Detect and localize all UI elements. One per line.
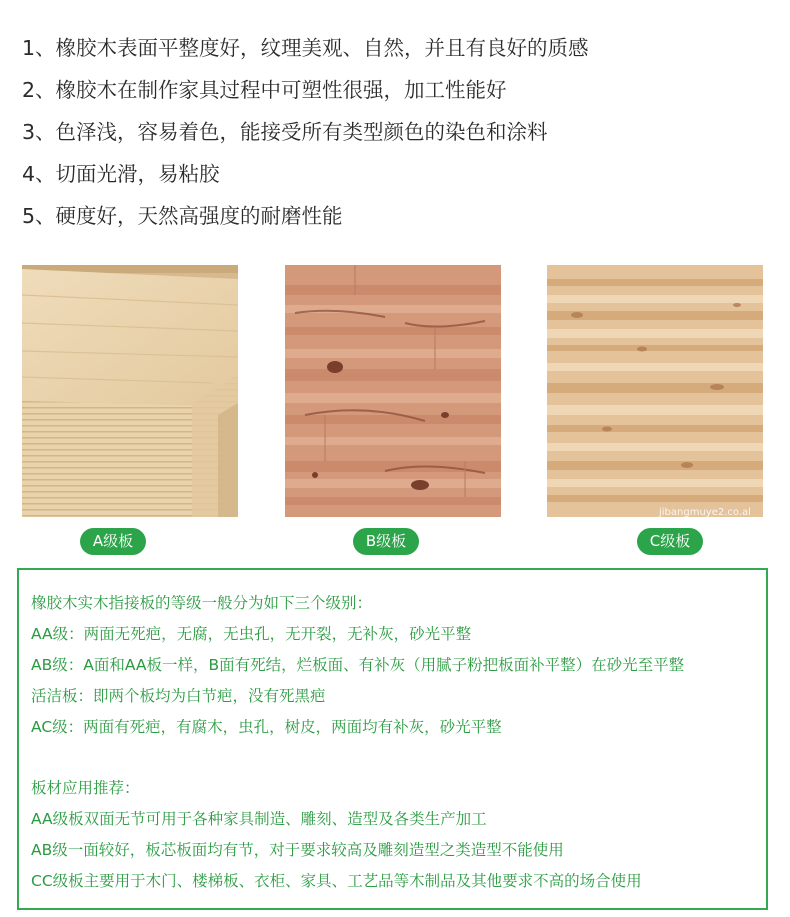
recommend-title: 板材应用推荐：	[31, 779, 140, 797]
grade-b-card	[285, 265, 503, 550]
section-spacer	[31, 743, 766, 773]
feature-item: 4、切面光滑，易粘胶	[22, 162, 220, 186]
feature-item: 2、橡胶木在制作家具过程中可塑性很强，加工性能好	[22, 78, 507, 102]
recommend-line: CC级板主要用于木门、楼梯板、衣柜、家具、工艺品等木制品及其他要求不高的场合使用	[31, 872, 642, 890]
feature-list	[22, 30, 589, 240]
grade-c-watermark: jibangmuye2.co.al	[659, 507, 751, 517]
grade-c-card	[547, 265, 765, 550]
grading-line: 活洁板：即两个板均为白节疤，没有死黑疤	[31, 687, 326, 705]
grading-line: AC级：两面有死疤，有腐木，虫孔，树皮，两面均有补灰，砂光平整	[31, 718, 502, 736]
grade-a-badge: A级板	[80, 528, 146, 555]
grade-b-photo	[285, 265, 501, 517]
grade-c-photo	[547, 265, 763, 517]
grade-b-badge: B级板	[353, 528, 419, 555]
feature-item: 1、橡胶木表面平整度好，纹理美观、自然，并且有良好的质感	[22, 36, 589, 60]
grade-a-card	[22, 265, 240, 550]
feature-item: 3、色泽浅，容易着色，能接受所有类型颜色的染色和涂料	[22, 120, 548, 144]
recommend-line: AA级板双面无节可用于各种家具制造、雕刻、造型及各类生产加工	[31, 810, 487, 828]
grade-c-badge: C级板	[637, 528, 703, 555]
grading-line: AA级：两面无死疤，无腐，无虫孔，无开裂，无补灰，砂光平整	[31, 625, 472, 643]
grading-line: AB级：A面和AA板一样，B面有死结，烂板面、有补灰（用腻子粉把板面补平整）在砂光至平整	[31, 656, 685, 674]
grade-photos	[0, 265, 790, 555]
grading-info-box	[17, 568, 768, 910]
recommend-line: AB级一面较好，板芯板面均有节，对于要求较高及雕刻造型之类造型不能使用	[31, 841, 564, 859]
grading-intro: 橡胶木实木指接板的等级一般分为如下三个级别：	[31, 594, 373, 612]
grade-a-photo	[22, 265, 238, 517]
feature-item: 5、硬度好，天然高强度的耐磨性能	[22, 204, 343, 228]
